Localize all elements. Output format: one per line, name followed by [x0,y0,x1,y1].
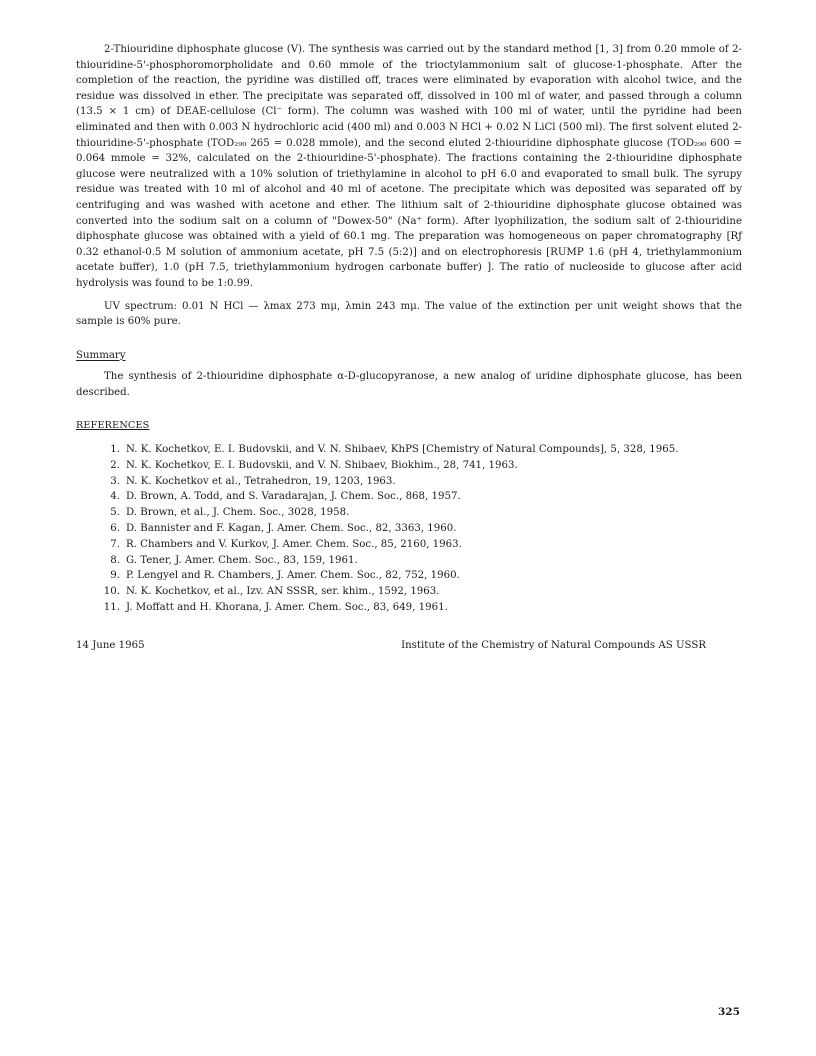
uv-spectrum-paragraph: UV spectrum: 0.01 N HCl — λmax 273 mμ, λmin 243 mμ. The value of the extinction per unit weight shows that the sample is 60% pure. [76,300,742,328]
reference-number: 3. [110,475,120,487]
reference-item [76,584,742,600]
reference-number: 1. [110,444,120,456]
reference-text: N. K. Kochetkov, E. I. Budovskii, and V. N. Shibaev, KhPS [Chemistry of Natural Compounds], 5, 328, 1965. [126,444,679,456]
summary-heading: Summary [76,349,126,361]
reference-number: 10. [103,586,120,598]
reference-text: D. Bannister and F. Kagan, J. Amer. Chem. Soc., 82, 3363, 1960. [126,523,457,535]
reference-number: 6. [110,523,120,535]
received-date: 14 June 1965 [76,639,145,651]
reference-item [76,553,742,569]
reference-text: N. K. Kochetkov, et al., Izv. AN SSSR, ser. khim., 1592, 1963. [126,586,440,598]
reference-text: J. Moffatt and H. Khorana, J. Amer. Chem. Soc., 83, 649, 1961. [126,602,448,614]
reference-number: 2. [110,459,120,471]
reference-number: 4. [110,491,120,503]
reference-number: 11. [103,602,120,614]
reference-item [76,474,742,490]
reference-number: 5. [110,507,120,519]
footer [76,638,742,654]
reference-number: 7. [110,538,120,550]
reference-item [76,505,742,521]
reference-text: N. K. Kochetkov, E. I. Budovskii, and V. N. Shibaev, Biokhim., 28, 741, 1963. [126,459,518,471]
reference-item [76,568,742,584]
reference-text: D. Brown, A. Todd, and S. Varadarajan, J. Chem. Soc., 868, 1957. [126,491,461,503]
reference-item [76,458,742,474]
reference-item [76,537,742,553]
reference-item [76,600,742,616]
page-number: 325 [718,1006,740,1018]
reference-number: 9. [110,570,120,582]
reference-number: 8. [110,554,120,566]
references-heading: REFERENCES [76,420,150,432]
reference-text: P. Lengyel and R. Chambers, J. Amer. Chem. Soc., 82, 752, 1960. [126,570,460,582]
reference-text: N. K. Kochetkov et al., Tetrahedron, 19, 1203, 1963. [126,475,396,487]
synthesis-paragraph: 2-Thiouridine diphosphate glucose (V). The synthesis was carried out by the standard method [1, 3] from 0.20 mmole of 2-thiouridine-5'-phosphoromorpholidate and 0.60 mmole of the trioctylammonium salt of glucose-1-phosphate. After the completion of the reaction, the pyridine was distilled off, traces were eliminated by evaporation with alcohol twice, and the residue was dissolved in ether. The precipitate was separated off, dissolved in 100 ml of water, and passed through a column (13.5 × 1 cm) of DEAE-cellulose (Cl⁻ form). The column was washed with 100 ml of water, until the pyridine had been eliminated and then with 0.003 N hydrochloric acid (400 ml) and 0.003 N HCl + 0.02 N LiCl (500 ml). The first solvent eluted 2-thiouridine-5'-phosphate (TOD₂₉₀ 265 = 0.028 mmole), and the second eluted 2-thiouridine diphosphate glucose (TOD₂₉₀ 600 = 0.064 mmole = 32%, calculated on the 2-thiouridine-5'-phosphate). The fractions containing the 2-thiouridine diphosphate glucose were neutralized with a 10% solution of triethylamine in alcohol to pH 6.0 and evaporated to small bulk. The syrupy residue was treated with 10 ml of alcohol and 40 ml of acetone. The precipitate which was deposited was separated off by centrifuging and was washed with acetone and ether. The lithium salt of 2-thiouridine diphosphate glucose obtained was converted into the sodium salt on a column of "Dowex-50" (Na⁺ form). After lyophilization, the sodium salt of 2-thiouridine diphosphate glucose was obtained with a yield of 60.1 mg. The preparation was homogeneous on paper chromatography [Rƒ 0.32 ethanol-0.5 M solution of ammonium acetate, pH 7.5 (5:2)] and on electrophoresis [RUMP 1.6 (pH 4, triethylammonium acetate buffer), 1.0 (pH 7.5, triethylammonium hydrogen carbonate buffer) ]. The ratio of nucleoside to glucose after acid hydrolysis was found to be 1:0.99. [76,44,742,289]
article-body [76,42,742,653]
reference-text: D. Brown, et al., J. Chem. Soc., 3028, 1958. [126,507,350,519]
reference-text: R. Chambers and V. Kurkov, J. Amer. Chem. Soc., 85, 2160, 1963. [126,538,462,550]
references-list [76,442,742,616]
summary-text: The synthesis of 2-thiouridine diphosphate α-D-glucopyranose, a new analog of uridine diphosphate glucose, has been described. [76,371,742,398]
institution: Institute of the Chemistry of Natural Compounds AS USSR [401,639,706,651]
reference-item [76,521,742,537]
reference-item [76,489,742,505]
reference-item [76,442,742,458]
reference-text: G. Tener, J. Amer. Chem. Soc., 83, 159, 1961. [126,554,358,566]
